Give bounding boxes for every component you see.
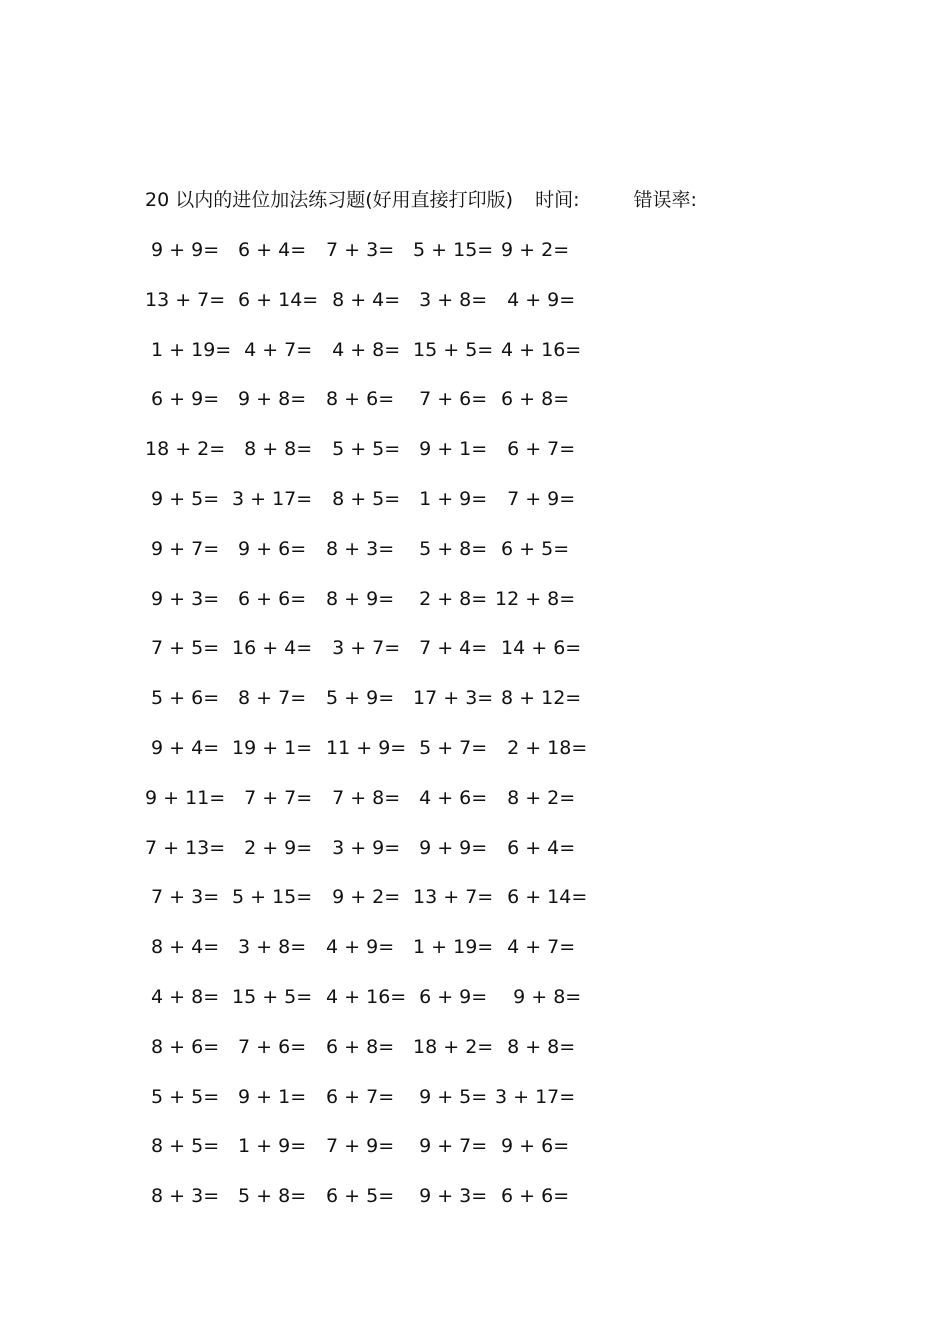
problem-cell: 6 + 9= xyxy=(407,985,488,1008)
problem-cell: 9 + 6= xyxy=(495,1135,570,1158)
problem-cell: 6 + 9= xyxy=(145,388,220,411)
problem-cell: 9 + 2= xyxy=(495,239,570,261)
problem-row xyxy=(145,1033,665,1083)
problem-cell: 12 + 8= xyxy=(495,587,576,610)
problem-cell: 4 + 7= xyxy=(495,936,576,959)
problem-cell: 4 + 9= xyxy=(495,288,576,311)
problem-cell: 8 + 6= xyxy=(320,388,395,411)
problem-cell: 3 + 8= xyxy=(232,936,307,959)
error-rate-label: 错误率: xyxy=(633,189,697,211)
problem-cell: 6 + 7= xyxy=(320,1085,395,1108)
problem-cell: 16 + 4= xyxy=(232,637,313,660)
problem-cell: 6 + 5= xyxy=(320,1185,395,1208)
problem-cell: 4 + 16= xyxy=(320,985,407,1008)
problem-cell: 7 + 8= xyxy=(320,786,401,809)
problem-cell: 6 + 8= xyxy=(320,1035,395,1058)
problem-cell: 6 + 14= xyxy=(495,886,588,909)
problem-cell: 9 + 7= xyxy=(407,1135,488,1158)
problem-cell: 6 + 6= xyxy=(495,1185,570,1208)
worksheet-title: 20 以内的进位加法练习题(好用直接打印版) xyxy=(145,189,514,211)
problem-cell: 1 + 19= xyxy=(145,338,232,361)
problem-cell: 19 + 1= xyxy=(232,736,313,759)
problem-cell: 14 + 6= xyxy=(495,637,582,660)
problem-cell: 8 + 8= xyxy=(495,1035,576,1058)
problem-cell: 4 + 16= xyxy=(495,338,582,361)
problem-cell: 1 + 19= xyxy=(407,936,494,959)
problem-cell: 5 + 15= xyxy=(407,239,494,261)
problem-row xyxy=(145,1083,665,1133)
problem-cell: 8 + 4= xyxy=(320,288,401,311)
problem-cell: 9 + 8= xyxy=(495,985,582,1008)
problem-cell: 9 + 3= xyxy=(145,587,220,610)
problem-row xyxy=(145,784,665,834)
problem-cell: 9 + 8= xyxy=(232,388,307,411)
problem-cell: 8 + 8= xyxy=(232,438,313,461)
problem-row xyxy=(145,933,665,983)
problem-cell: 17 + 3= xyxy=(407,687,494,710)
problem-row xyxy=(145,834,665,884)
worksheet-header xyxy=(145,186,845,214)
problem-row xyxy=(145,734,665,784)
problem-cell: 9 + 2= xyxy=(320,886,401,909)
problem-cell: 5 + 8= xyxy=(232,1185,307,1208)
problem-cell: 7 + 4= xyxy=(407,637,488,660)
problem-cell: 9 + 9= xyxy=(145,239,220,261)
problem-cell: 1 + 9= xyxy=(232,1135,307,1158)
problem-cell: 6 + 4= xyxy=(495,836,576,859)
problem-cell: 8 + 5= xyxy=(145,1135,220,1158)
problem-cell: 9 + 7= xyxy=(145,537,220,560)
problem-cell: 6 + 8= xyxy=(495,388,570,411)
problem-cell: 2 + 8= xyxy=(407,587,488,610)
problem-cell: 7 + 9= xyxy=(320,1135,395,1158)
problem-cell: 7 + 3= xyxy=(145,886,220,909)
problem-cell: 7 + 13= xyxy=(145,836,226,859)
problem-cell: 11 + 9= xyxy=(320,736,407,759)
problem-cell: 13 + 7= xyxy=(407,886,494,909)
problem-cell: 8 + 2= xyxy=(495,786,576,809)
problem-cell: 6 + 6= xyxy=(232,587,307,610)
problem-cell: 9 + 9= xyxy=(407,836,488,859)
problem-cell: 6 + 5= xyxy=(495,537,570,560)
problem-cell: 9 + 1= xyxy=(232,1085,307,1108)
problem-cell: 5 + 8= xyxy=(407,537,488,560)
problem-cell: 15 + 5= xyxy=(407,338,494,361)
problem-cell: 4 + 8= xyxy=(145,985,220,1008)
problem-cell: 5 + 5= xyxy=(145,1085,220,1108)
problem-cell: 3 + 7= xyxy=(320,637,401,660)
problem-cell: 3 + 17= xyxy=(232,487,313,510)
problem-cell: 8 + 7= xyxy=(232,687,307,710)
problem-cell: 4 + 8= xyxy=(320,338,401,361)
problem-cell: 2 + 18= xyxy=(495,736,588,759)
problem-cell: 9 + 11= xyxy=(145,786,226,809)
problem-cell: 1 + 9= xyxy=(407,487,488,510)
problem-row xyxy=(145,585,665,635)
problem-cell: 6 + 7= xyxy=(495,438,576,461)
problem-cell: 18 + 2= xyxy=(407,1035,494,1058)
problem-cell: 9 + 5= xyxy=(407,1085,488,1108)
problem-cell: 9 + 4= xyxy=(145,736,220,759)
problem-row xyxy=(145,385,665,435)
problem-cell: 2 + 9= xyxy=(232,836,313,859)
problem-grid xyxy=(145,236,665,1232)
problem-cell: 7 + 7= xyxy=(232,786,313,809)
problem-cell: 9 + 6= xyxy=(232,537,307,560)
problem-cell: 6 + 4= xyxy=(232,239,307,261)
problem-cell: 7 + 5= xyxy=(145,637,220,660)
problem-cell: 8 + 3= xyxy=(145,1185,220,1208)
problem-cell: 5 + 15= xyxy=(232,886,313,909)
problem-cell: 8 + 3= xyxy=(320,537,395,560)
time-label: 时间: xyxy=(535,189,580,211)
problem-cell: 4 + 6= xyxy=(407,786,488,809)
problem-cell: 3 + 17= xyxy=(495,1085,576,1108)
problem-cell: 9 + 1= xyxy=(407,438,488,461)
problem-cell: 3 + 9= xyxy=(320,836,401,859)
problem-row xyxy=(145,236,665,286)
problem-row xyxy=(145,983,665,1033)
problem-cell: 15 + 5= xyxy=(232,985,313,1008)
problem-row xyxy=(145,435,665,485)
problem-row xyxy=(145,535,665,585)
problem-cell: 4 + 7= xyxy=(232,338,313,361)
problem-cell: 5 + 9= xyxy=(320,687,395,710)
problem-cell: 9 + 3= xyxy=(407,1185,488,1208)
problem-cell: 5 + 6= xyxy=(145,687,220,710)
problem-cell: 8 + 12= xyxy=(495,687,582,710)
problem-cell: 18 + 2= xyxy=(145,438,226,461)
problem-cell: 3 + 8= xyxy=(407,288,488,311)
problem-cell: 5 + 7= xyxy=(407,736,488,759)
problem-cell: 13 + 7= xyxy=(145,288,226,311)
problem-cell: 7 + 6= xyxy=(407,388,488,411)
problem-cell: 8 + 4= xyxy=(145,936,220,959)
problem-cell: 7 + 6= xyxy=(232,1035,307,1058)
problem-row xyxy=(145,1182,665,1232)
problem-cell: 9 + 5= xyxy=(145,487,220,510)
problem-cell: 6 + 14= xyxy=(232,288,319,311)
problem-row xyxy=(145,883,665,933)
problem-row xyxy=(145,485,665,535)
problem-cell: 7 + 3= xyxy=(320,239,395,261)
problem-cell: 7 + 9= xyxy=(495,487,576,510)
problem-row xyxy=(145,336,665,386)
problem-row xyxy=(145,634,665,684)
problem-row xyxy=(145,1132,665,1182)
problem-row xyxy=(145,286,665,336)
problem-cell: 5 + 5= xyxy=(320,438,401,461)
problem-cell: 4 + 9= xyxy=(320,936,395,959)
problem-row xyxy=(145,684,665,734)
problem-cell: 8 + 6= xyxy=(145,1035,220,1058)
problem-cell: 8 + 5= xyxy=(320,487,401,510)
problem-cell: 8 + 9= xyxy=(320,587,395,610)
